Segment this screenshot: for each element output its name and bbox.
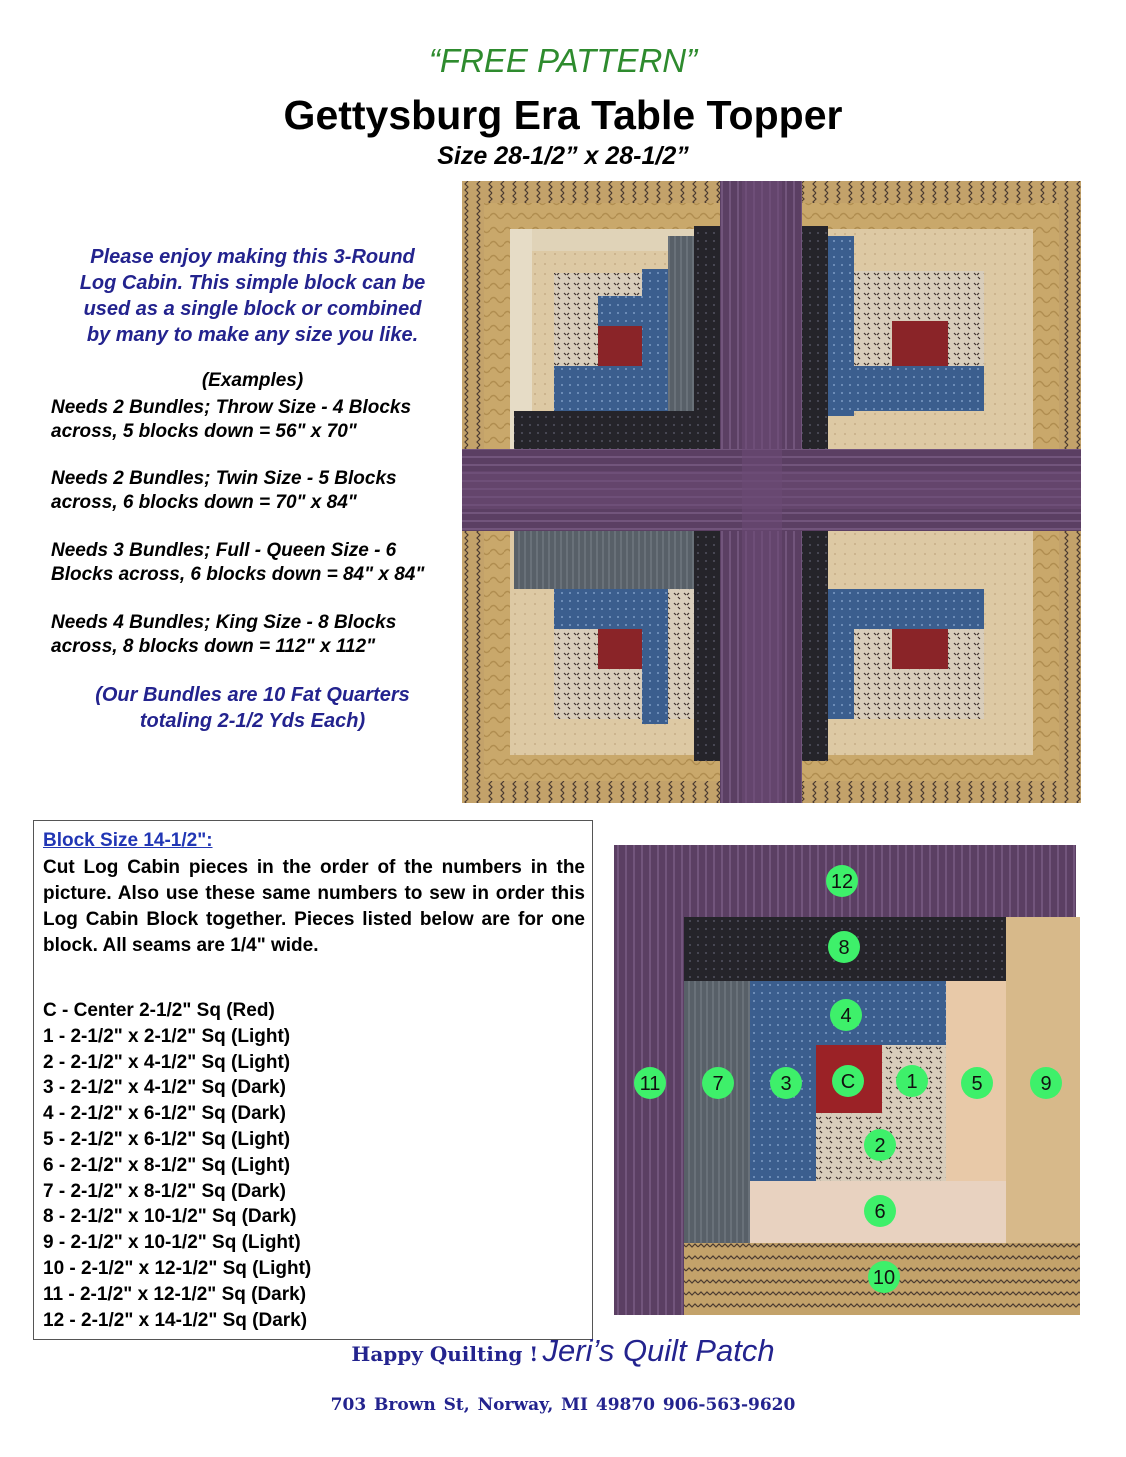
block-instructions: Cut Log Cabin pieces in the order of the numbers in the picture. Also use these same numbers to sew in order this Log Cabin Block together. Pieces listed below are for one block. All seams are 1/4" wide. (43, 857, 585, 956)
label-4: 4 (840, 1005, 852, 1027)
example-full-queen (51, 539, 461, 587)
list-item: C - Center 2-1/2" Sq (Red) (43, 1000, 275, 1021)
intro-line: Please enjoy making this 3-Round (90, 246, 415, 268)
list-item: 2 - 2-1/2" x 4-1/2" Sq (Light) (43, 1051, 291, 1073)
page-title: Gettysburg Era Table Topper (283, 92, 843, 138)
example-line: Needs 4 Bundles; King Size - 8 Blocks (51, 612, 397, 633)
list-item: 5 - 2-1/2" x 6-1/2" Sq (Light) (43, 1128, 291, 1150)
intro-line: used as a single block or combined (83, 298, 422, 320)
list-item: 12 - 2-1/2" x 14-1/2" Sq (Dark) (43, 1309, 308, 1331)
list-item: 8 - 2-1/2" x 10-1/2" Sq (Dark) (43, 1206, 297, 1228)
note-line: totaling 2-1/2 Yds Each) (139, 710, 366, 732)
list-item: 3 - 2-1/2" x 4-1/2" Sq (Dark) (43, 1077, 286, 1099)
free-pattern-label: “FREE PATTERN” (428, 42, 698, 79)
label-2: 2 (874, 1135, 886, 1157)
list-item: 1 - 2-1/2" x 2-1/2" Sq (Light) (43, 1025, 291, 1047)
example-king (51, 611, 461, 659)
intro-line: Log Cabin. This simple block can be (79, 272, 426, 294)
list-item: 11 - 2-1/2" x 12-1/2" Sq (Dark) (43, 1283, 307, 1305)
log-cabin-block-photo (614, 845, 1080, 1315)
intro-text (50, 244, 455, 348)
quilt-size: Size 28-1/2” x 28-1/2” (437, 142, 689, 170)
note-line: (Our Bundles are 10 Fat Quarters (95, 684, 410, 706)
label-8: 8 (838, 937, 850, 959)
example-throw (51, 396, 461, 444)
example-line: across, 8 blocks down = 112" x 112" (51, 636, 376, 657)
list-item: 7 - 2-1/2" x 8-1/2" Sq (Dark) (43, 1180, 286, 1202)
example-line: Needs 2 Bundles; Twin Size - 5 Blocks (51, 468, 397, 489)
label-c: C (840, 1071, 856, 1093)
intro-line: by many to make any size you like. (86, 324, 419, 346)
label-9: 9 (1040, 1073, 1052, 1095)
label-10: 10 (872, 1267, 896, 1289)
label-5: 5 (971, 1073, 983, 1095)
footer-signoff (0, 1333, 1126, 1369)
list-item: 6 - 2-1/2" x 8-1/2" Sq (Light) (43, 1154, 291, 1176)
example-twin (51, 467, 461, 515)
label-1: 1 (906, 1071, 918, 1093)
list-item: 4 - 2-1/2" x 6-1/2" Sq (Dark) (43, 1103, 286, 1125)
label-11: 11 (639, 1073, 661, 1095)
list-item: 9 - 2-1/2" x 10-1/2" Sq (Light) (43, 1232, 301, 1254)
table-topper-photo (462, 181, 1081, 803)
examples-heading: (Examples) (201, 370, 304, 391)
shop-name: Jeri’s Quilt Patch (542, 1333, 775, 1368)
example-line: Blocks across, 6 blocks down = 84" x 84" (51, 564, 425, 585)
block-size-heading: Block Size 14-1/2": (43, 830, 213, 851)
label-7: 7 (712, 1073, 724, 1095)
example-line: across, 5 blocks down = 56" x 70" (51, 421, 357, 442)
label-3: 3 (780, 1073, 792, 1095)
list-item: 10 - 2-1/2" x 12-1/2" Sq (Light) (43, 1257, 312, 1279)
label-12: 12 (830, 871, 854, 893)
cut-list (43, 998, 311, 1333)
example-line: across, 6 blocks down = 70" x 84" (51, 492, 357, 513)
bundle-note (50, 682, 455, 734)
shop-address: 703 Brown St, Norway, MI 49870 906-563-9620 (330, 1395, 796, 1415)
label-6: 6 (874, 1201, 886, 1223)
example-line: Needs 3 Bundles; Full - Queen Size - 6 (51, 540, 397, 561)
example-line: Needs 2 Bundles; Throw Size - 4 Blocks (51, 397, 412, 418)
happy-quilting-text: Happy Quilting ! (351, 1342, 539, 1366)
